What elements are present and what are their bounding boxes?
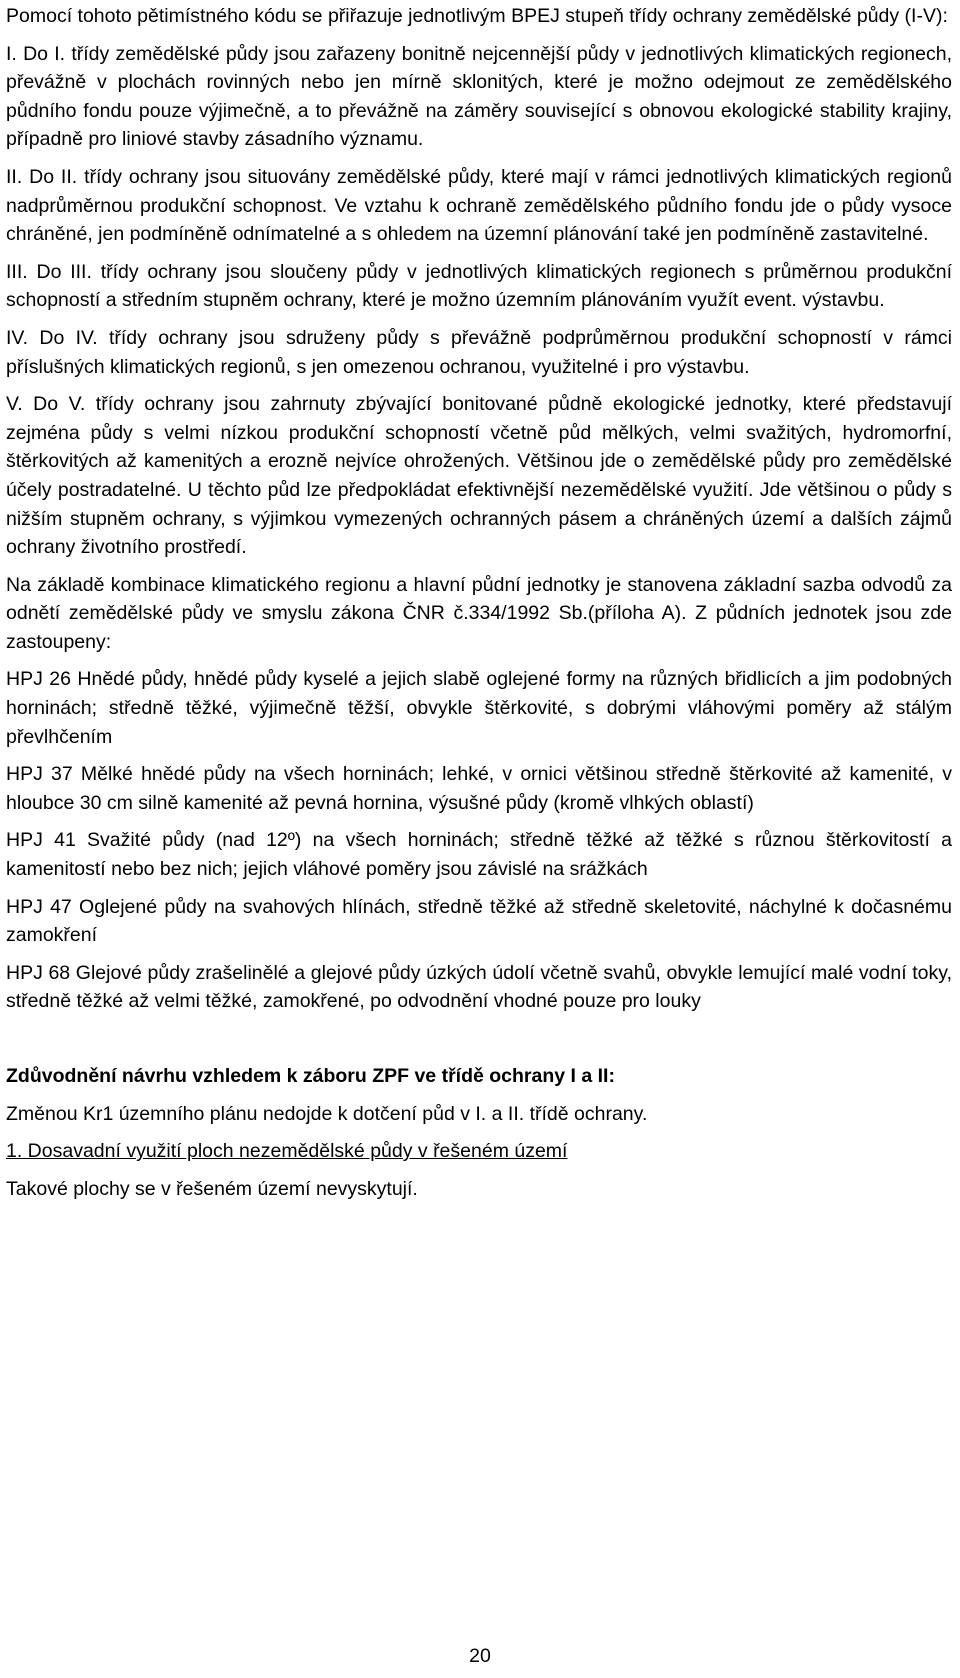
intro-paragraph: Pomocí tohoto pětimístného kódu se přiřazuje jednotlivým BPEJ stupeň třídy ochrany zemědělské půdy (I-V):: [6, 5, 948, 27]
subsection-heading: 1. Dosavadní využití ploch nezemědělské půdy v řešeném území: [6, 1140, 568, 1163]
hpj-68-paragraph: HPJ 68 Glejové půdy zrašelinělé a glejové půdy úzkých údolí včetně svahů, obvykle lemující malé vodní toky, středně těžké až velmi těžké, zamokřené, po odvodnění vhodné pouze pro louky: [6, 961, 952, 1013]
subsection-text: Takové plochy se v řešeném území nevyskytují.: [6, 1177, 418, 1200]
class-iv-paragraph: IV. Do IV. třídy ochrany jsou sdruženy půdy s převážně podprůměrnou produkční schopností v rámci příslušných klimatických regionů, s jen omezenou ochranou, využitelné i pro výstavbu.: [6, 326, 952, 378]
class-iii-paragraph: III. Do III. třídy ochrany jsou sloučeny půdy v jednotlivých klimatických regionech s průměrnou produkční schopností a středním stupněm ochrany, které je možno územním plánováním využít event. výstavbu.: [6, 260, 952, 312]
base-rate-paragraph: Na základě kombinace klimatického regionu a hlavní půdní jednotky je stanovena základní sazba odvodů za odnětí zemědělské půdy ve smyslu zákona ČNR č.334/1992 Sb.(příloha A). Z půdních jednotek jsou zde zastoupeny:: [6, 573, 952, 653]
document-page: [6, 2, 952, 1203]
hpj-37-paragraph: HPJ 37 Mělké hnědé půdy na všech horninách; lehké, v ornici většinou středně štěrkovité až kamenité, v hloubce 30 cm silně kamenité až pevná hornina, výsušné půdy (kromě vlhkých oblastí): [6, 763, 952, 814]
hpj-47-paragraph: HPJ 47 Oglejené půdy na svahových hlínách, středně těžké až středně skeletovité, náchylné k dočasnému zamokření: [6, 895, 952, 947]
class-v-paragraph: V. Do V. třídy ochrany jsou zahrnuty zbývající bonitované půdně ekologické jednotky, které představují zejména půdy s velmi nízkou produkční schopností včetně půd mělkých, velmi svažitých, hydromorfní, štěrkovitých až kamenitých a erozně nejvíce ohrožených. Většinou jde o zemědělské půdy pro zemědělské účely postradatelné. U těchto půd lze předpokládat efektivnější nezemědělské využití. Jde většinou o půdy s nižším stupněm ochrany, s výjimkou vymezených ochranných pásem a chráněných území a dalších zájmů ochrany životního prostředí.: [6, 393, 952, 559]
hpj-26-paragraph: HPJ 26 Hnědé půdy, hnědé půdy kyselé a jejich slabě oglejené formy na různých břidlicích a jim podobných horninách; středně těžké, výjimečně těžší, obvykle štěrkovité, s dobrými vláhovými poměry až stálým převlhčením: [6, 668, 952, 748]
class-ii-paragraph: II. Do II. třídy ochrany jsou situovány zemědělské půdy, které mají v rámci jednotlivých klimatických regionů nadprůměrnou produkční schopnost. Ve vztahu k ochraně zemědělského půdního fondu jde o půdy vysoce chráněné, jen podmíněně odnímatelné a s ohledem na územní plánování také jen podmíněně zastavitelné.: [6, 165, 952, 246]
hpj-41-paragraph: HPJ 41 Svažité půdy (nad 12º) na všech horninách; středně těžké až těžké s různou štěrkovitostí a kamenitostí nebo bez nich; jejich vláhové poměry jsou závislé na srážkách: [6, 829, 952, 881]
section-heading: Zdůvodnění návrhu vzhledem k záboru ZPF ve třídě ochrany I a II:: [6, 1065, 615, 1087]
section-text: Změnou Kr1 územního plánu nedojde k dotčení půd v I. a II. třídě ochrany.: [6, 1102, 648, 1125]
page-number: 20: [469, 1645, 491, 1667]
class-i-paragraph: I. Do I. třídy zemědělské půdy jsou zařazeny bonitně nejcennější půdy v jednotlivých klimatických regionech, převážně v plochách rovinných nebo jen mírně sklonitých, které je možno odejmout ze zemědělského půdního fondu pouze výjimečně, a to převážně na záměry související s obnovou ekologické stability krajiny, případně pro liniové stavby zásadního významu.: [6, 42, 952, 151]
